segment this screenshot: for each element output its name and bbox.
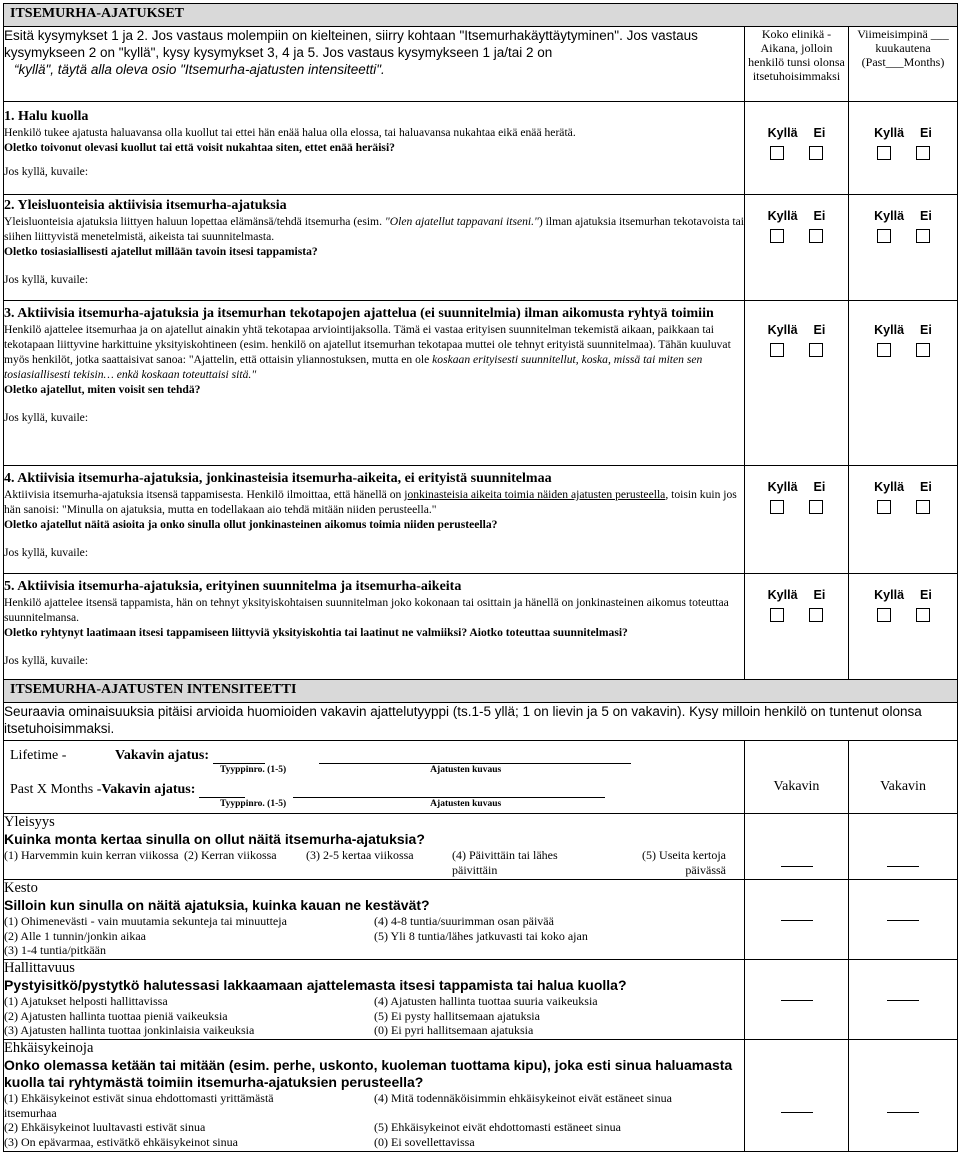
question-description: Henkilö tukee ajatusta haluavansa olla kuollut tai ettei hän enää halua olla elossa, tai haluavansa nukahtaa eikä enää herätä.	[4, 126, 576, 139]
duration-options	[4, 914, 744, 958]
no-label: Ei	[920, 323, 932, 337]
yes-checkbox[interactable]	[770, 343, 784, 357]
duration-title: Kesto	[4, 880, 38, 896]
question-3	[4, 301, 745, 466]
yes-checkbox[interactable]	[877, 500, 891, 514]
yes-checkbox[interactable]	[770, 229, 784, 243]
question-title: 3. Aktiivisia itsemurha-ajatuksia ja itsemurhan tekotapojen ajattelua (ei suunnitelmia) ilman aikomusta ryhtyä toimiin	[4, 306, 714, 321]
option: (2) Ajatusten hallinta tuottaa pieniä vaikeuksia	[4, 1008, 228, 1023]
deterrents-options	[4, 1091, 744, 1149]
question-description	[4, 214, 744, 244]
option: (4) Ajatusten hallinta tuottaa suuria vaikeuksia	[374, 994, 598, 1008]
q2-lifetime-answer	[745, 195, 849, 301]
followup-label: Jos kyllä, kuvaile:	[4, 654, 89, 667]
description-input[interactable]	[319, 747, 631, 764]
type-caption: Tyyppinro. (1-5)	[220, 799, 287, 809]
no-checkbox[interactable]	[809, 343, 823, 357]
type-input[interactable]	[199, 781, 245, 798]
frequency-options	[4, 848, 744, 877]
deterrents-lifetime-input[interactable]	[745, 1040, 849, 1152]
option: (4) Päivittäin tai lähes päivittäin	[452, 848, 558, 877]
question-description	[4, 322, 744, 382]
past-label: Past X Months -	[10, 782, 102, 797]
intensity-title: ITSEMURHA-AJATUSTEN INTENSITEETTI	[4, 680, 958, 703]
duration-item	[4, 880, 745, 960]
no-label: Ei	[813, 588, 826, 602]
yes-label: Kyllä	[874, 480, 905, 494]
instructions: Esitä kysymykset 1 ja 2. Jos vastaus molempiin on kielteinen, siirry kohtaan "Itsemurhakäyttäytyminen". Jos vastaus kysymykseen 2 on "kyllä", kysy kysymykset 3, 4 ja 5. Jos vastaus kysymykseen 1 ja/tai 2 on “kyllä", täytä alla oleva osio "Itsemurha-ajatusten intensiteetti".	[4, 27, 745, 102]
desc-emphasis: jonkinasteisia aikeita toimia näiden ajatusten perusteella	[404, 488, 666, 501]
instructions-text-2: kyllä", täytä alla oleva osio "Itsemurha-ajatusten intensiteetti".	[18, 62, 385, 77]
form-page	[3, 3, 957, 1149]
duration-recent-input[interactable]	[849, 880, 958, 960]
option: (1) Harvemmin kuin kerran viikossa	[4, 848, 179, 862]
q4-lifetime-answer	[745, 466, 849, 574]
yes-label: Kyllä	[767, 480, 798, 494]
q1-recent-answer	[849, 102, 958, 195]
no-checkbox[interactable]	[916, 608, 930, 622]
no-checkbox[interactable]	[916, 146, 930, 160]
controllability-lifetime-input[interactable]	[745, 960, 849, 1040]
option: (0) Ei sovellettavissa	[374, 1134, 475, 1149]
no-label: Ei	[920, 480, 932, 494]
question-prompt: Oletko ryhtynyt laatimaan itsesi tappamiseen liittyviä yksityiskohtia tai laatinut ne valmiiksi? Aiotko toteuttaa suunnitelmasi?	[4, 626, 628, 639]
worst-ideation	[4, 741, 745, 814]
option: (1) Ohimenevästi - vain muutamia sekunteja tai minuutteja	[4, 914, 287, 928]
no-label: Ei	[813, 126, 826, 140]
option: (2) Ehkäisykeinot luultavasti estivät sinua	[4, 1120, 206, 1134]
question-description	[4, 487, 744, 517]
suicidal-ideation-table	[3, 3, 958, 1152]
desc-part: , toisin kuin jos hän sanoisi: "Minulla on ajatuksia, mutta en todellakaan aio tehdä mitään niiden perusteella."	[4, 488, 737, 516]
question-4	[4, 466, 745, 574]
question-title: 4. Aktiivisia itsemurha-ajatuksia, jonkinasteisia itsemurha-aikeita, ei erityistä suunnitelmaa	[4, 471, 552, 486]
yes-checkbox[interactable]	[877, 343, 891, 357]
type-input[interactable]	[213, 747, 265, 764]
lifetime-worst-col	[745, 741, 849, 814]
deterrents-question: Onko olemassa ketään tai mitään (esim. perhe, uskonto, kuoleman tuottama kipu), joka esti sinua haluamasta kuolla tai ryhtymästä toimiin itsemurha-ajatuksien perusteella?	[4, 1057, 733, 1090]
question-5	[4, 574, 745, 680]
deterrents-title: Ehkäisykeinoja	[4, 1040, 94, 1056]
option: (5) Useita kertoja päivässä	[642, 848, 726, 877]
description-caption: Ajatusten kuvaus	[430, 765, 502, 775]
no-label: Ei	[813, 209, 826, 223]
q3-recent-answer	[849, 301, 958, 466]
controllability-options	[4, 994, 744, 1038]
followup-label: Jos kyllä, kuvaile:	[4, 411, 89, 424]
q5-lifetime-answer	[745, 574, 849, 680]
worst-value-label: Vakavin	[773, 779, 820, 794]
yes-label: Kyllä	[874, 588, 905, 602]
option: (4) Mitä todennäköisimmin ehkäisykeinot eivät estäneet sinua	[374, 1091, 672, 1105]
yes-label: Kyllä	[767, 588, 798, 602]
option: (1) Ajatukset helposti hallittavissa	[4, 994, 168, 1008]
controllability-item	[4, 960, 745, 1040]
no-label: Ei	[920, 126, 932, 140]
no-checkbox[interactable]	[809, 608, 823, 622]
option: (3) 2-5 kertaa viikossa	[306, 848, 414, 862]
followup-label: Jos kyllä, kuvaile:	[4, 546, 89, 559]
no-checkbox[interactable]	[809, 500, 823, 514]
yes-label: Kyllä	[767, 209, 798, 223]
frequency-lifetime-input[interactable]	[745, 814, 849, 880]
type-caption: Tyyppinro. (1-5)	[220, 765, 287, 775]
desc-part: ) ilman ajatuksia itsemurhan tekotavoista tai siihen liittyvistä menetelmistä, aikeista tai suunnitelmasta.	[4, 215, 744, 243]
instructions-text: Esitä kysymykset 1 ja 2. Jos vastaus molempiin on kielteinen, siirry kohtaan "Itsemurhakäyttäytyminen". Jos vastaus kysymykseen 2 on "kyllä", kysy kysymykset 3, 4 ja 5. Jos vastaus kysymykseen 1 ja/tai 2 on	[4, 28, 698, 60]
controllability-recent-input[interactable]	[849, 960, 958, 1040]
option: (2) Kerran viikossa	[184, 848, 277, 862]
description-caption: Ajatusten kuvaus	[430, 799, 502, 809]
frequency-item	[4, 814, 745, 880]
duration-question: Silloin kun sinulla on näitä ajatuksia, kuinka kauan ne kestävät?	[4, 897, 430, 913]
no-label: Ei	[920, 588, 932, 602]
col-lifetime-header: Koko elinikä - Aikana, jolloin henkilö tunsi olonsa itsetuhoisimmaksi	[745, 27, 849, 102]
q4-recent-answer	[849, 466, 958, 574]
recent-worst-col	[849, 741, 958, 814]
q3-lifetime-answer	[745, 301, 849, 466]
no-checkbox[interactable]	[916, 500, 930, 514]
q5-recent-answer	[849, 574, 958, 680]
option: (5) Yli 8 tuntia/lähes jatkuvasti tai koko ajan	[374, 928, 588, 943]
followup-label: Jos kyllä, kuvaile:	[4, 273, 89, 286]
option: (0) Ei pyri hallitsemaan ajatuksia	[374, 1023, 534, 1037]
desc-part: Yleisluonteisia ajatuksia liittyen haluun lopettaa elämänsä/tehdä itsemurha (esim.	[4, 215, 382, 228]
option: (3) 1-4 tuntia/pitkään	[4, 943, 106, 957]
no-label: Ei	[920, 209, 932, 223]
question-2	[4, 195, 745, 301]
followup-label: Jos kyllä, kuvaile:	[4, 165, 89, 178]
yes-checkbox[interactable]	[877, 608, 891, 622]
question-prompt: Oletko ajatellut näitä asioita ja onko sinulla ollut jonkinasteinen aikomus toimia niiden perusteella?	[4, 518, 498, 531]
desc-part: Henkilö ajattelee itsemurhaa ja on ajatellut ainakin yhtä tekotapaa arviointijaksolla. Tämä ei vastaa erityisen suunnitelman tekemistä aikaan, paikkaan tai tekotapaan liittyvine harkittuine yksityiskohtineen (esim. henkilö on ajatellut itsemurhan tekotapaa muttei ole tehnyt erityistä suunnitelmaa). Tähän kuuluvat myös henkilöt, jotka saattaisivat sanoa: "Ajattelin, että ottaisin yliannostuksen, mutta en ole	[4, 323, 731, 366]
option: (4) 4-8 tuntia/suurimman osan päivää	[374, 914, 554, 928]
question-description: Henkilö ajattelee itsensä tappamista, hän on tehnyt yksityiskohtaisen suunnitelman joko kokonaan tai osittain ja hänellä on jonkinasteinen aikomus toteuttaa suunnitelmansa.	[4, 596, 729, 624]
question-prompt: Oletko ajatellut, miten voisit sen tehdä?	[4, 383, 201, 396]
frequency-title: Yleisyys	[4, 814, 55, 830]
yes-checkbox[interactable]	[877, 146, 891, 160]
option: (5) Ehkäisykeinot eivät ehdottomasti estäneet sinua	[374, 1120, 621, 1134]
yes-checkbox[interactable]	[877, 229, 891, 243]
section-title: ITSEMURHA-AJATUKSET	[4, 4, 958, 27]
deterrents-item	[4, 1040, 745, 1152]
option: (1) Ehkäisykeinot estivät sinua ehdottomasti yrittämästä itsemurhaa	[4, 1091, 274, 1120]
yes-label: Kyllä	[874, 126, 905, 140]
desc-part: Aktiivisia itsemurha-ajatuksia itsensä tappamisesta. Henkilö ilmoittaa, että hänellä on	[4, 488, 402, 501]
question-prompt: Oletko toivonut olevasi kuollut tai että voisit nukahtaa siten, ettet enää heräisi?	[4, 141, 395, 154]
description-input[interactable]	[293, 781, 605, 798]
q2-recent-answer	[849, 195, 958, 301]
controllability-question: Pystyisitkö/pystytkö halutessasi lakkaamaan ajattelemasta itsesi tappamista tai halua kuolla?	[4, 977, 627, 993]
deterrents-recent-input[interactable]	[849, 1040, 958, 1152]
yes-label: Kyllä	[874, 209, 905, 223]
option: (2) Alle 1 tunnin/jonkin aikaa	[4, 928, 146, 943]
worst-value-label: Vakavin	[880, 779, 926, 794]
no-label: Ei	[813, 323, 826, 337]
worst-label: Vakavin ajatus:	[101, 782, 196, 797]
worst-label: Vakavin ajatus:	[115, 748, 210, 763]
frequency-recent-input[interactable]	[849, 814, 958, 880]
frequency-question: Kuinka monta kertaa sinulla on ollut näitä itsemurha-ajatuksia?	[4, 831, 425, 847]
question-title: 1. Halu kuolla	[4, 109, 89, 124]
yes-checkbox[interactable]	[770, 500, 784, 514]
no-checkbox[interactable]	[809, 229, 823, 243]
option: (5) Ei pysty hallitsemaan ajatuksia	[374, 1008, 540, 1023]
yes-label: Kyllä	[767, 126, 798, 140]
question-1	[4, 102, 745, 195]
controllability-title: Hallittavuus	[4, 960, 75, 976]
yes-checkbox[interactable]	[770, 608, 784, 622]
desc-example: "Olen ajatellut tappavani itseni."	[384, 215, 539, 228]
question-title: 5. Aktiivisia itsemurha-ajatuksia, erityinen suunnitelma ja itsemurha-aikeita	[4, 579, 462, 594]
question-title: 2. Yleisluonteisia aktiivisia itsemurha-ajatuksia	[4, 198, 287, 213]
no-checkbox[interactable]	[916, 229, 930, 243]
option: (3) Ajatusten hallinta tuottaa jonkinlaisia vaikeuksia	[4, 1023, 255, 1037]
question-prompt: Oletko tosiasiallisesti ajatellut millään tavoin itsesi tappamista?	[4, 245, 318, 258]
yes-checkbox[interactable]	[770, 146, 784, 160]
intensity-intro: Seuraavia ominaisuuksia pitäisi arvioida huomioiden vakavin ajattelutyyppi (ts.1-5 yllä; 1 on lievin ja 5 on vakavin). Kysy milloin henkilö on tuntenut olonsa itsetuhoisimmaksi.	[4, 703, 958, 741]
desc-example: koskaan erityisesti suunnitellut, koska, missä tai miten sen tosiasiallisesti tekisin… enkä koskaan toteuttaisi sitä."	[4, 353, 703, 381]
lifetime-label: Lifetime -	[10, 748, 70, 763]
no-label: Ei	[813, 480, 826, 494]
yes-label: Kyllä	[767, 323, 798, 337]
yes-label: Kyllä	[874, 323, 905, 337]
q1-lifetime-answer	[745, 102, 849, 195]
col-recent-header: Viimeisimpinä ___ kuukautena (Past___Months)	[849, 27, 958, 102]
option: (3) On epävarmaa, estivätkö ehkäisykeinot sinua	[4, 1134, 238, 1149]
no-checkbox[interactable]	[916, 343, 930, 357]
no-checkbox[interactable]	[809, 146, 823, 160]
duration-lifetime-input[interactable]	[745, 880, 849, 960]
